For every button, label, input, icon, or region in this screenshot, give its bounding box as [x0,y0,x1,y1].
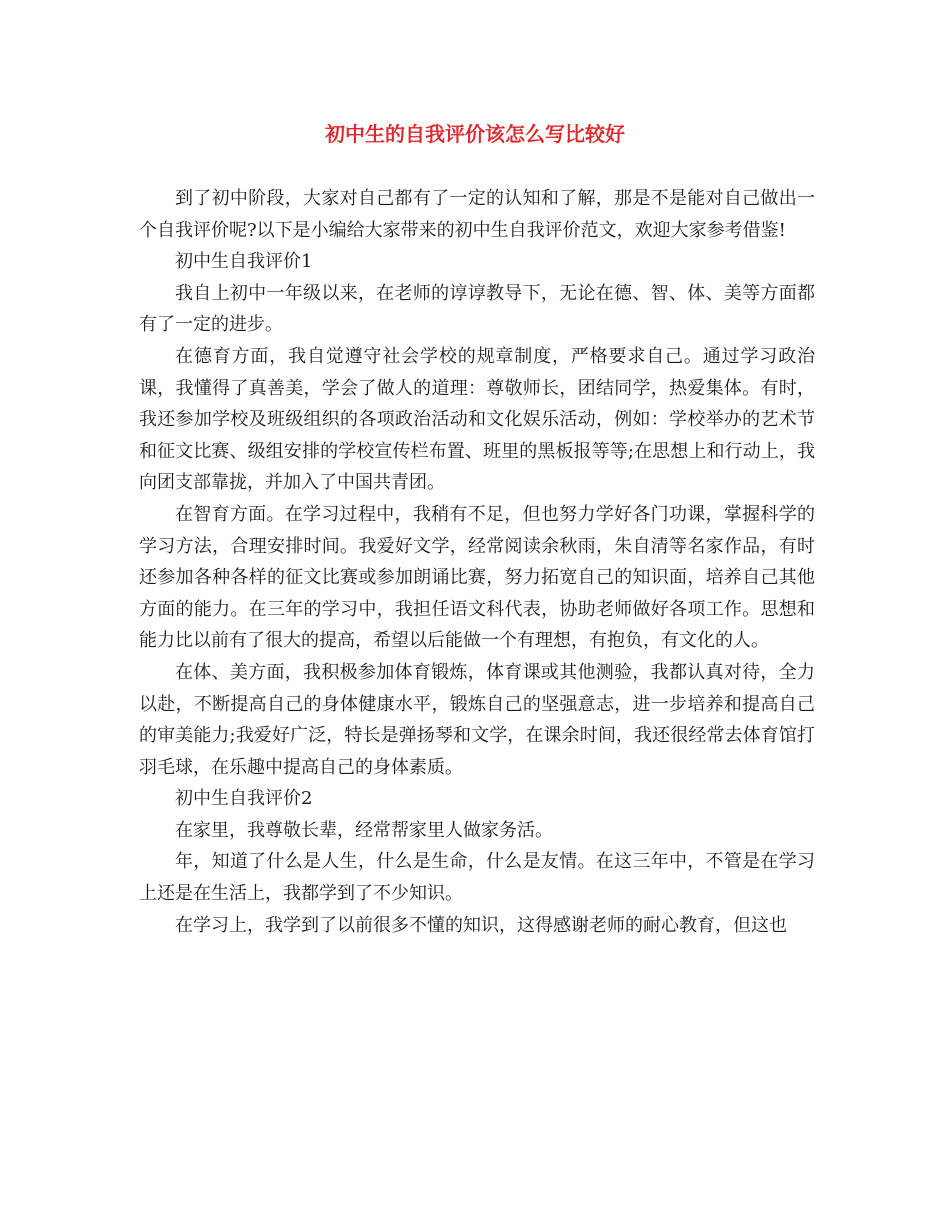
paragraph-life: 年，知道了什么是人生，什么是生命，什么是友情。在这三年中，不管是在学习上还是在生活上，我都学到了不少知识。 [139,851,815,905]
paragraph-overview: 我自上初中一年级以来，在老师的谆谆教导下，无论在德、智、体、美等方面都有了一定的进步。 [139,282,815,336]
section-heading-2: 初中生自我评价2 [175,788,313,810]
paragraph-moral: 在德育方面，我自觉遵守社会学校的规章制度，严格要求自己。通过学习政治课，我懂得了真善美，学会了做人的道理：尊敬师长，团结同学，热爱集体。有时，我还参加学校及班级组织的各项政治活动和文化娱乐活动，例如：学校举办的艺术节和征文比赛、级组安排的学校宣传栏布置、班里的黑板报等等;在思想上和行动上，我向团支部靠拢，并加入了中国共青团。 [139,345,815,494]
paragraph-study: 在学习上，我学到了以前很多不懂的知识，这得感谢老师的耐心教育，但这也 [175,914,787,936]
paragraph-physical-aesthetic: 在体、美方面，我积极参加体育锻炼，体育课或其他测验，我都认真对待，全力以赴，不断提高自己的身体健康水平，锻炼自己的坚强意志，进一步培养和提高自己的审美能力;我爱好广泛，特长是弹扬琴和文学，在课余时间，我还很经常去体育馆打羽毛球，在乐趣中提高自己的身体素质。 [139,661,815,778]
paragraph-intro: 到了初中阶段，大家对自己都有了一定的认知和了解，那是不是能对自己做出一个自我评价呢?以下是小编给大家带来的初中生自我评价范文，欢迎大家参考借鉴! [139,188,815,241]
paragraph-intellectual: 在智育方面。在学习过程中，我稍有不足，但也努力学好各门功课，掌握科学的学习方法，合理安排时间。我爱好文学，经常阅读余秋雨，朱自清等名家作品，有时还参加各种各样的征文比赛或参加朗诵比赛，努力拓宽自己的知识面，培养自己其他方面的能力。在三年的学习中，我担任语文科代表，协助老师做好各项工作。思想和能力比以前有了很大的提高，希望以后能做一个有理想，有抱负，有文化的人。 [139,503,815,652]
section-heading-1: 初中生自我评价1 [175,251,313,273]
document-body [139,183,815,941]
document-title: 初中生的自我评价该怎么写比较好 [325,122,625,146]
paragraph-home: 在家里，我尊敬长辈，经常帮家里人做家务活。 [175,819,553,841]
